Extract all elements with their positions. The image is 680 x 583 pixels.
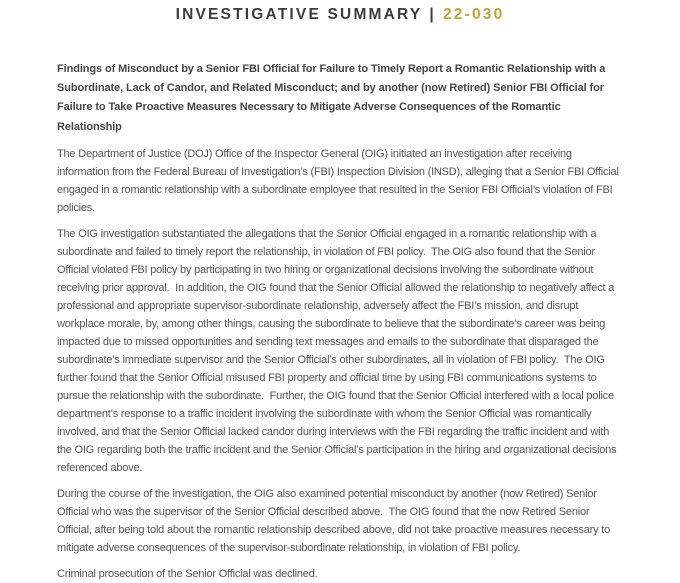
paragraph-investigation-initiation: The Department of Justice (DOJ) Office of the Inspector General (OIG) initiated an investigation after receiving information from the Federal Bureau of Investigation’s (FBI) Inspection Division (INSD), alleging that a Senior FBI Official engaged in a romantic relationship with a subordinate employee that resulted in the Senior FBI Official’s violation of FBI policies. (57, 147, 622, 214)
page-header (0, 0, 680, 24)
page-title: INVESTIGATIVE SUMMARY (175, 6, 423, 23)
summary-content (57, 60, 623, 583)
paragraph-retired-official: During the course of the investigation, the OIG also examined potential misconduct by another (now Retired) Senior Official who was the supervisor of the Senior Official described above. The OIG found that the now Retired Senior Official, after being told about the romantic relationship described above, did not take proactive measures necessary to mitigate adverse consequences of the supervisor-subordinate relationship, in violation of FBI policy. (57, 487, 613, 554)
case-number: 22-030 (442, 6, 505, 23)
findings-heading: Findings of Misconduct by a Senior FBI Official for Failure to Timely Report a Romantic Relationship with a Subordinate, Lack of Candor, and Related Misconduct; and by another (now Retired) Senior FBI Official for Failure to Take Proactive Measures Necessary to Mitigate Adverse Consequences of the Romantic Relationship (57, 63, 606, 133)
paragraph-prosecution-declined: Criminal prosecution of the Senior Official was declined. (57, 567, 318, 580)
title-separator: | (429, 6, 436, 23)
paragraph-oig-findings: The OIG investigation substantiated the allegations that the Senior Official engaged in a romantic relationship with a subordinate and failed to timely report the relationship, in violation of FBI policy. The OIG also found that the Senior Official violated FBI policy by participating in two hiring or organizational decisions involving the subordinate without receiving prior approval. In addition, the OIG found that the Senior Official allowed the relationship to negatively affect a professional and appropriate supervisor-subordinate relationship, adversely affect the FBI’s mission, and disrupt workplace morale, by, among other things, causing the subordinate to believe that the subordinate’s career was being impacted due to missed opportunities and sending text messages and emails to the subordinate that disparaged the subordinate’s immediate supervisor and the Senior Official’s other subordinates, all in violation of FBI policy. The OIG further found that the Senior Official misused FBI property and official time by using FBI communications systems to pursue the relationship with the subordinate. Further, the OIG found that the Senior Official interfered with a local police department’s response to a traffic incident involving the subordinate with whom the Senior Official was romantically involved, and that the Senior Official lacked candor during interviews with the FBI regarding the traffic incident and with the OIG regarding both the traffic incident and the Senior Official’s participation in the hiring and organizational decisions referenced above. (57, 227, 620, 474)
